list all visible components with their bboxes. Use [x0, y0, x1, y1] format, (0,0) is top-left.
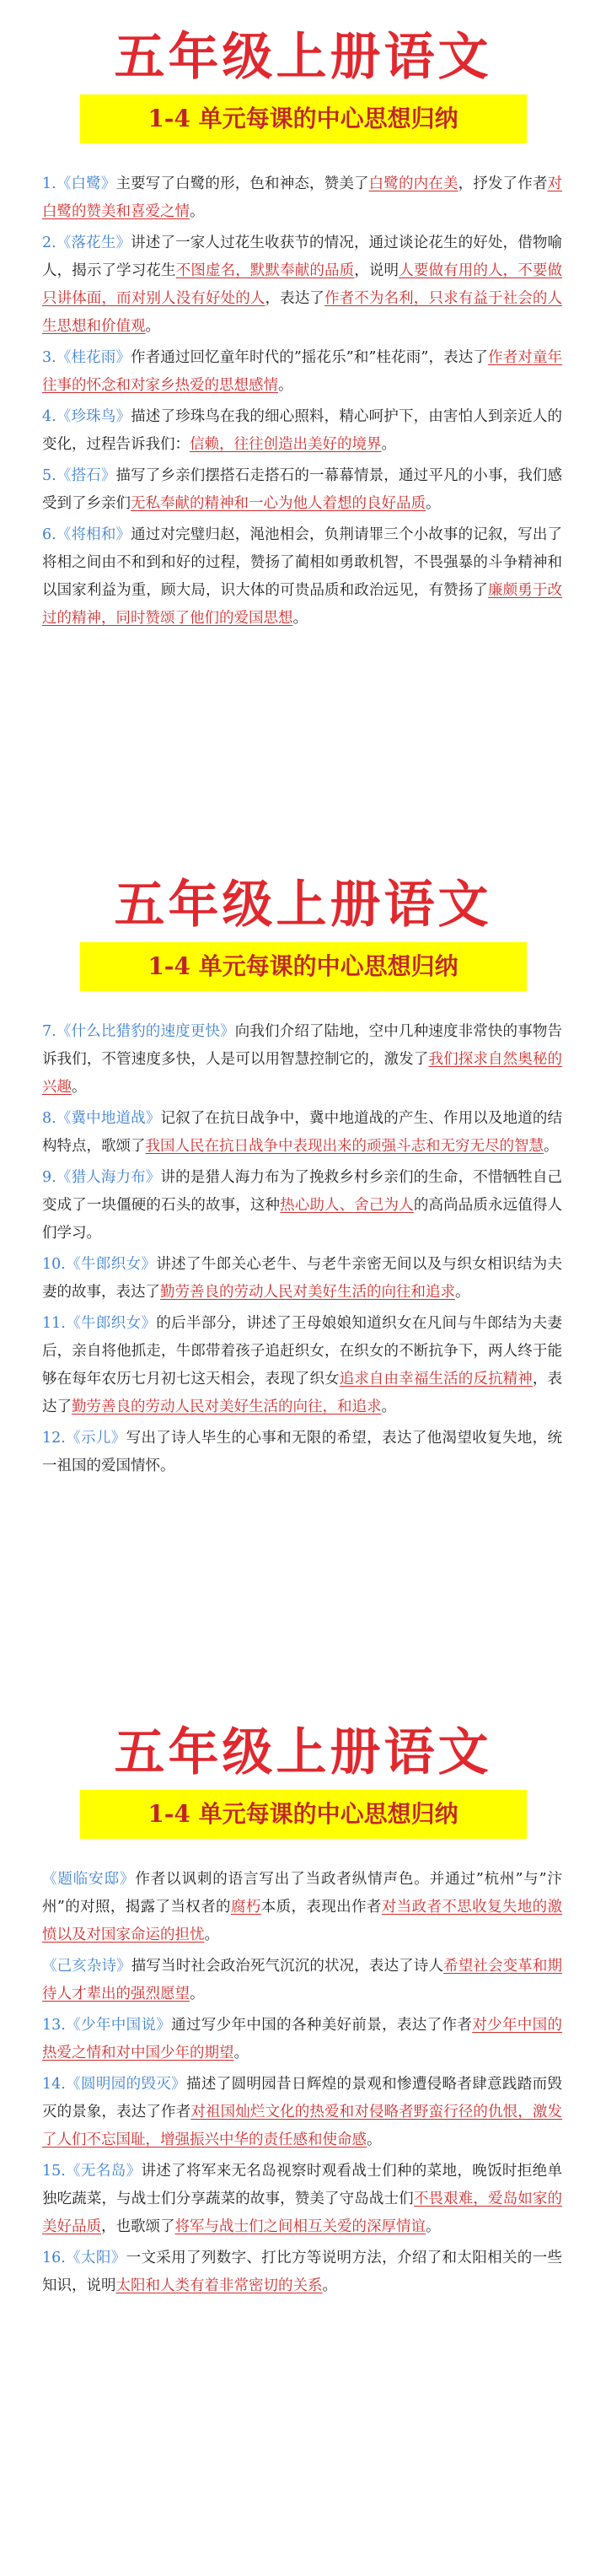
body-text: 的高尚品质永远值得人们学习。 [42, 1197, 563, 1242]
lesson-title: 13.《少年中国说》 [42, 2017, 172, 2034]
body-text: 讲述了一家人过花生收获节的情况，通过谈论花生的好处，借物喻人，揭示了学习花生 [42, 234, 563, 279]
lesson-title: 2.《落花生》 [42, 234, 131, 251]
body-text: 写出了诗人毕生的心事和无限的希望，表达了他渴望收复失地，统一祖国的爱国情怀。 [42, 1430, 562, 1474]
lesson-title: 15.《无名岛》 [42, 2163, 142, 2180]
summary-item [42, 2012, 562, 2067]
body-text: 。 [381, 1398, 396, 1415]
body-text: 一文采用了列数字、打比方等说明方法，介绍了和太阳相关的一些知识，说明 [42, 2250, 562, 2294]
section-title: 五年级上册语文 [114, 1723, 492, 1782]
highlight-text: 对少年中国的热爱之情和对中国少年的期望 [42, 2017, 563, 2061]
body-text: 描写当时社会政治死气沉沉的状况，表达了诗人 [131, 1958, 444, 1975]
section-1 [0, 25, 606, 636]
body-text: ，说明 [354, 262, 400, 279]
highlight-text: 对白鹭的赞美和喜爱之情 [42, 175, 563, 220]
body-text: 本质，表现出作者 [260, 1899, 382, 1916]
highlight-text: 我们探求自然奥秘的兴趣 [42, 1051, 563, 1096]
highlight-text: 将军与战士们之间相互关爱的深厚情谊 [174, 2218, 426, 2235]
body-text: 。 [278, 377, 293, 394]
highlight-text: 不图虚名，默默奉献的品质 [175, 262, 355, 279]
highlight-text: 热心助人、舍己为人 [280, 1197, 414, 1214]
summary-item [42, 344, 562, 400]
highlight-text: 勤劳善良的劳动人民对美好生活的向往和追求 [160, 1284, 455, 1301]
body-text: 。 [544, 1138, 559, 1155]
highlight-text: 对祖国灿烂文化的热爱和对侵略者野蛮行径的仇恨，激发了人们不忘国耻，增强振兴中华的责任感和使命感 [42, 2104, 563, 2148]
highlight-text: 希望社会变革和期待人才辈出的强烈愿望 [42, 1958, 563, 2002]
summary-item [42, 1866, 562, 1949]
body-text: 主要写了白鹭的形，色和神态，赞美了 [115, 175, 369, 192]
section-3 [0, 1721, 606, 2304]
summary-item [42, 1310, 562, 1421]
highlight-text: 不畏艰难，爱岛如家的美好品质 [42, 2191, 563, 2235]
body-text: 记叙了在抗日战争中，冀中地道战的产生、作用以及地道的结构特点，歌颂了 [42, 1110, 563, 1155]
body-text: 。 [145, 318, 160, 335]
highlight-text: 勤劳善良的劳动人民对美好生活的向往，和追求 [72, 1398, 382, 1415]
body-text: ，抒发了作者 [458, 175, 548, 192]
highlight-text: 信赖，往往创造出美好的境界 [190, 436, 382, 453]
highlight-text: 廉颇勇于改过的精神，同时赞颂了他们的爱国思想 [42, 582, 562, 627]
lesson-title: 10.《牛郎织女》 [42, 1256, 157, 1273]
lesson-title: 6.《将相和》 [42, 526, 131, 543]
lesson-title: 12.《示儿》 [42, 1430, 126, 1447]
section-banner: 1-4 单元每课的中心思想归纳 [80, 942, 527, 991]
body-text: 。 [204, 1927, 219, 1943]
lesson-title: 7.《什么比猎豹的速度更快》 [42, 1023, 235, 1040]
lesson-title: 4.《珍珠鸟》 [42, 408, 131, 425]
body-text: ，表达了 [265, 290, 325, 307]
body-text: 通过写少年中国的各种美好前景，表达了作者 [171, 2017, 473, 2034]
item-list [0, 1018, 606, 1480]
summary-item [42, 229, 562, 341]
body-text: 。 [322, 2277, 337, 2294]
lesson-title: 3.《桂花雨》 [42, 349, 131, 366]
body-text: 。 [72, 1079, 87, 1096]
section-banner: 1-4 单元每课的中心思想归纳 [80, 1790, 527, 1839]
body-text: 。 [292, 610, 308, 627]
highlight-text: 作者不为名利，只求有益于社会的人生思想和价值观 [42, 290, 562, 335]
body-text: 描述了珍珠鸟在我的细心照料，精心呵护下，由害怕人到亲近人的变化，过程告诉我们： [42, 408, 563, 453]
body-text: 向我们介绍了陆地，空中几种速度非常快的事物告诉我们，不管速度多快，人是可以用智慧控制它的，激发了 [42, 1023, 563, 1068]
body-text: 讲述了牛郎关心老牛、与老牛亲密无间以及与织女相识结为夫妻的故事，表达了 [42, 1256, 562, 1301]
highlight-text: 腐朽 [230, 1899, 261, 1916]
summary-item [42, 1105, 562, 1161]
body-text: ，也歌颂了 [101, 2218, 175, 2235]
highlight-text: 人要做有用的人，不要做只讲体面，而对别人没有好处的人 [42, 262, 563, 307]
body-text: 描述了圆明园昔日辉煌的景观和惨遭侵略者肆意践踏而毁灭的景象，表达了作者 [42, 2076, 562, 2121]
summary-item [42, 170, 562, 226]
body-text: 。 [426, 2218, 441, 2235]
highlight-text: 白鹭的内在美 [368, 175, 459, 192]
lesson-title: 5.《搭石》 [42, 467, 116, 484]
section-banner: 1-4 单元每课的中心思想归纳 [80, 94, 527, 143]
body-text: 讲述了将军来无名岛视察时观看战士们种的菜地，晚饭时拒绝单独吃蔬菜，与战士们分享蔬菜的故事，赞美了守岛战士们 [42, 2163, 562, 2207]
highlight-text: 我国人民在抗日战争中表现出来的顽强斗志和无穷无尽的智慧 [145, 1138, 544, 1155]
body-text: 描写了乡亲们摆搭石走搭石的一幕幕情景，通过平凡的小事，我们感受到了乡亲们 [42, 467, 563, 512]
summary-item [42, 1018, 562, 1102]
lesson-title: 9.《猎人海力布》 [42, 1169, 161, 1186]
summary-item [42, 1425, 562, 1480]
body-text: 。 [233, 2045, 249, 2061]
body-text: 的后半部分，讲述了王母娘娘知道织女在凡间与牛郎结为夫妻后，亲自将他抓走，牛郎带着孩子追赶织女，在织女的不断抗争下，两人终于能够在每年农历七月初七这天相会，表现了织女 [42, 1315, 562, 1388]
body-text: 讲的是猎人海力布为了挽救乡村乡亲们的生命，不惜牺牲自己变成了一块僵硬的石头的故事，这种 [42, 1169, 563, 1214]
lesson-title: 《题临安邸》 [42, 1871, 136, 1888]
summary-item [42, 1164, 562, 1248]
highlight-text: 对当政者不思收复失地的激愤以及对国家命运的担忧 [42, 1899, 563, 1943]
summary-item [42, 2071, 562, 2154]
section-title: 五年级上册语文 [114, 28, 492, 87]
body-text: 。 [426, 495, 441, 512]
lesson-title: 11.《牛郎织女》 [42, 1315, 157, 1332]
item-list [0, 1866, 606, 2300]
lesson-title: 《己亥杂诗》 [42, 1958, 131, 1975]
summary-item [42, 462, 562, 518]
body-text: 作者通过回忆童年时代的”摇花乐”和”桂花雨”，表达了 [130, 349, 488, 366]
body-text: 通过对完璧归赵，渑池相会，负荆请罪三个小故事的记叙，写出了将相之间由不和到和好的过程，赞扬了蔺相如勇敢机智，不畏强暴的斗争精神和以国家利益为重，顾大局，识大体的可贵品质和政治远见，有赞扬了 [42, 526, 563, 599]
highlight-text: 作者对童年往事的怀念和对家乡热爱的思想感情 [42, 349, 562, 394]
summary-item [42, 403, 562, 459]
highlight-text: 太阳和人类有着非常密切的关系 [115, 2277, 323, 2294]
body-text: 。 [190, 203, 205, 220]
section-2 [0, 873, 606, 1484]
lesson-title: 16.《太阳》 [42, 2250, 126, 2266]
body-text: 。 [190, 1986, 205, 2002]
summary-item [42, 1251, 562, 1307]
highlight-text: 追求自由幸福生活的反抗精神 [339, 1371, 533, 1388]
body-text: 。 [455, 1284, 470, 1301]
lesson-title: 1.《白鹭》 [42, 175, 116, 192]
body-text: ，表达了 [42, 1371, 563, 1415]
body-text: 作者以讽刺的语言写出了当政者纵情声色。并通过”杭州”与”汴州”的对照，揭露了当权者的 [42, 1871, 563, 1916]
body-text: 。 [367, 2131, 382, 2148]
body-text: 。 [381, 436, 396, 453]
summary-item [42, 2245, 562, 2300]
item-list [0, 170, 606, 633]
lesson-title: 14.《圆明园的毁灭》 [42, 2076, 187, 2093]
lesson-title: 8.《冀中地道战》 [42, 1110, 161, 1127]
section-title: 五年级上册语文 [114, 876, 492, 935]
summary-item [42, 521, 562, 633]
summary-item [42, 1953, 562, 2008]
summary-item [42, 2158, 562, 2241]
highlight-text: 无私奉献的精神和一心为他人着想的良好品质 [131, 495, 426, 512]
